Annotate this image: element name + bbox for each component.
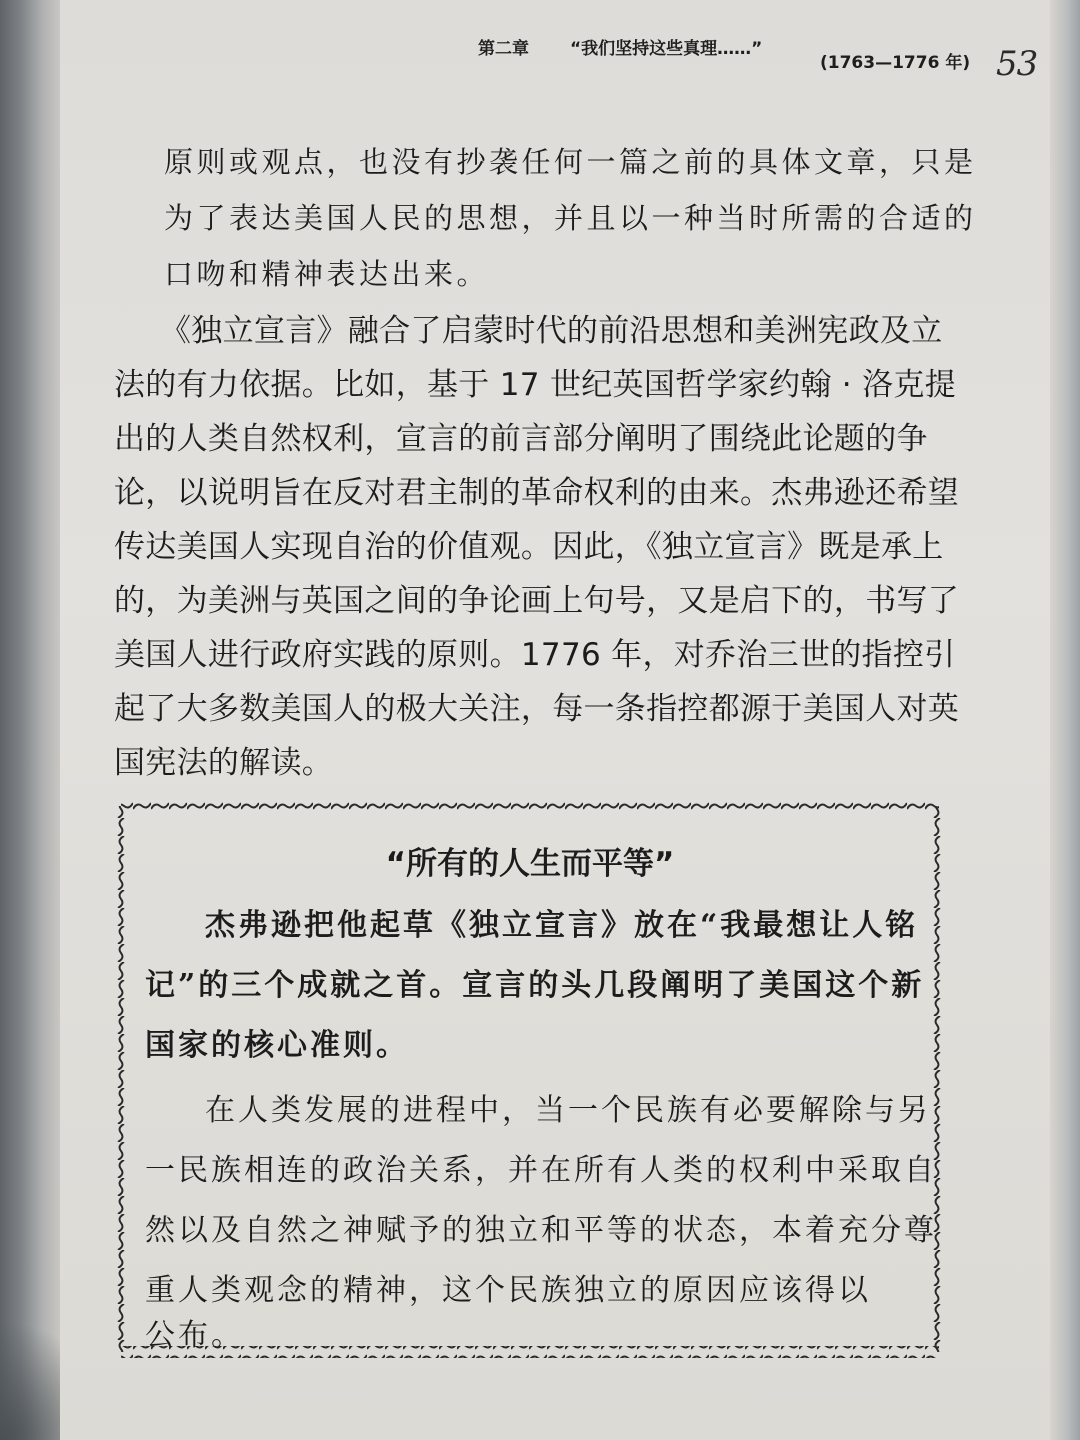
sidebar-quote-line: 然以及自然之神赋予的独立和平等的状态，本着充分尊 [145,1213,937,1248]
feature-sidebar-box [115,800,945,1360]
paragraph-line: 为了表达美国人民的思想，并且以一种当时所需的合适的 [164,201,977,235]
paragraph-line: 传达美国人实现自治的价值观。因此，《独立宣言》既是承上 [114,529,944,565]
book-page [60,0,1050,1440]
page-stack-edge [1050,0,1080,1440]
paragraph-line: 原则或观点，也没有抄袭任何一篇之前的具体文章，只是 [164,145,977,179]
sidebar-quote-line: 重人类观念的精神，这个民族独立的原因应该得以 [145,1273,871,1308]
sidebar-line: 记”的三个成就之首。宣言的头几段阐明了美国这个新 [145,968,925,1003]
header-chapter: 第二章 [478,39,529,59]
page-number: 53 [996,44,1038,84]
paragraph-line: 《独立宣言》融合了启蒙时代的前沿思想和美洲宪政及立 [160,313,943,349]
paragraph-line: 出的人类自然权利，宣言的前言部分阐明了围绕此论题的争 [114,421,928,457]
paragraph-line: 口吻和精神表达出来。 [164,257,490,291]
paragraph-line: 国宪法的解读。 [114,745,334,781]
sidebar-quote-line: 在人类发展的进程中，当一个民族有必要解除与另 [205,1093,931,1128]
paragraph-line: 美国人进行政府实践的原则。1776 年，对乔治三世的指控引 [114,637,956,673]
paragraph-line: 法的有力依据。比如，基于 17 世纪英国哲学家约翰 · 洛克提 [114,367,957,403]
sidebar-title: “所有的人生而平等” [385,846,675,882]
sidebar-quote-line: 公布。 [145,1318,244,1353]
header-chapter-title: “我们坚持这些真理……” [570,39,763,59]
paragraph-line: 的，为美洲与英国之间的争论画上句号，又是启下的，书写了 [114,583,960,619]
paragraph-line: 起了大多数美国人的极大关注，每一条指控都源于美国人对英 [114,691,960,727]
sidebar-quote-line: 一民族相连的政治关系，并在所有人类的权利中采取自 [145,1153,937,1188]
header-years: (1763—1776 年) [820,53,971,73]
sidebar-line: 国家的核心准则。 [145,1028,409,1063]
paragraph-line: 论，以说明旨在反对君主制的革命权利的由来。杰弗逊还希望 [114,475,960,511]
sidebar-line: 杰弗逊把他起草《独立宣言》放在“我最想让人铭 [205,908,919,943]
book-binding-edge [0,0,60,1440]
